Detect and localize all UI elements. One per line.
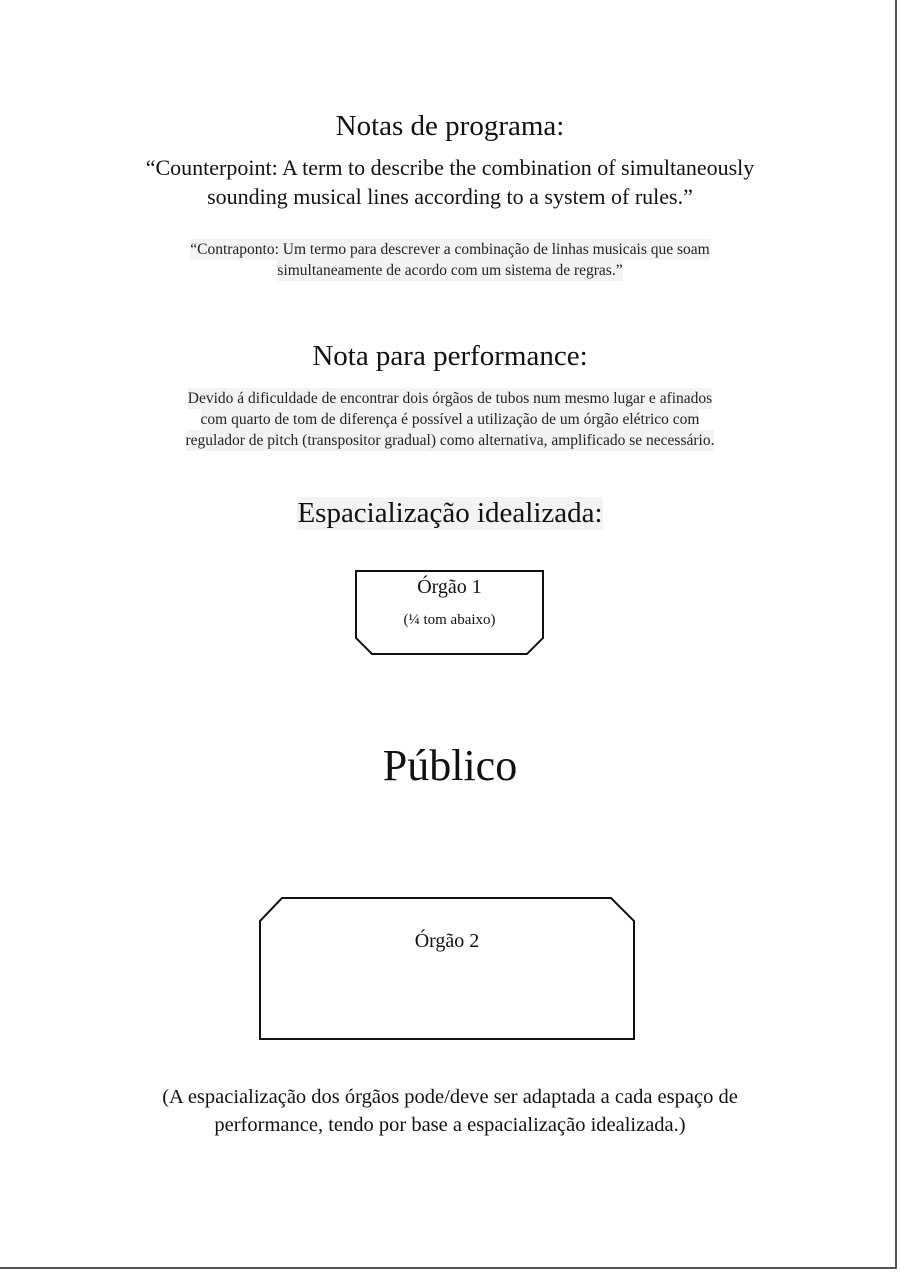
footer-line-2: performance, tendo por base a espacialização idealizada.) [214, 1114, 686, 1136]
program-notes-heading: Notas de programa: [335, 110, 565, 142]
organ-2-shape [260, 898, 634, 1039]
spatialization-heading-text: Espacialização idealizada: [297, 497, 603, 529]
organ-2-label: Órgão 2 [414, 930, 480, 952]
performance-note-line-2: com quarto de tom de diferença é possível a utilização de um órgão elétrico com [200, 411, 700, 428]
organ-1-label: Órgão 1 [417, 576, 482, 598]
organ-1-note: (¼ tom abaixo) [403, 612, 496, 628]
performance-note-line-1: Devido á dificuldade de encontrar dois órgãos de tubos num mesmo lugar e afinados [187, 390, 713, 407]
performance-note-heading: Nota para performance: [312, 340, 588, 372]
quote-english-line-2: sounding musical lines according to a system of rules.” [207, 184, 693, 209]
audience-label: Público [382, 741, 518, 790]
performance-note-line-3: regulador de pitch (transpositor gradual) como alternativa, amplificado se necessário. [185, 432, 715, 449]
quote-portuguese-line-1: “Contraponto: Um termo para descrever a combinação de linhas musicais que soam [190, 241, 710, 258]
quote-english-line-1: “Counterpoint: A term to describe the combination of simultaneously [145, 155, 755, 180]
footer-note [0, 1083, 900, 1139]
quote-portuguese-line-2: simultaneamente de acordo com um sistema de regras.” [277, 262, 623, 279]
footer-line-1: (A espacialização dos órgãos pode/deve ser adaptada a cada espaço de [162, 1086, 738, 1108]
